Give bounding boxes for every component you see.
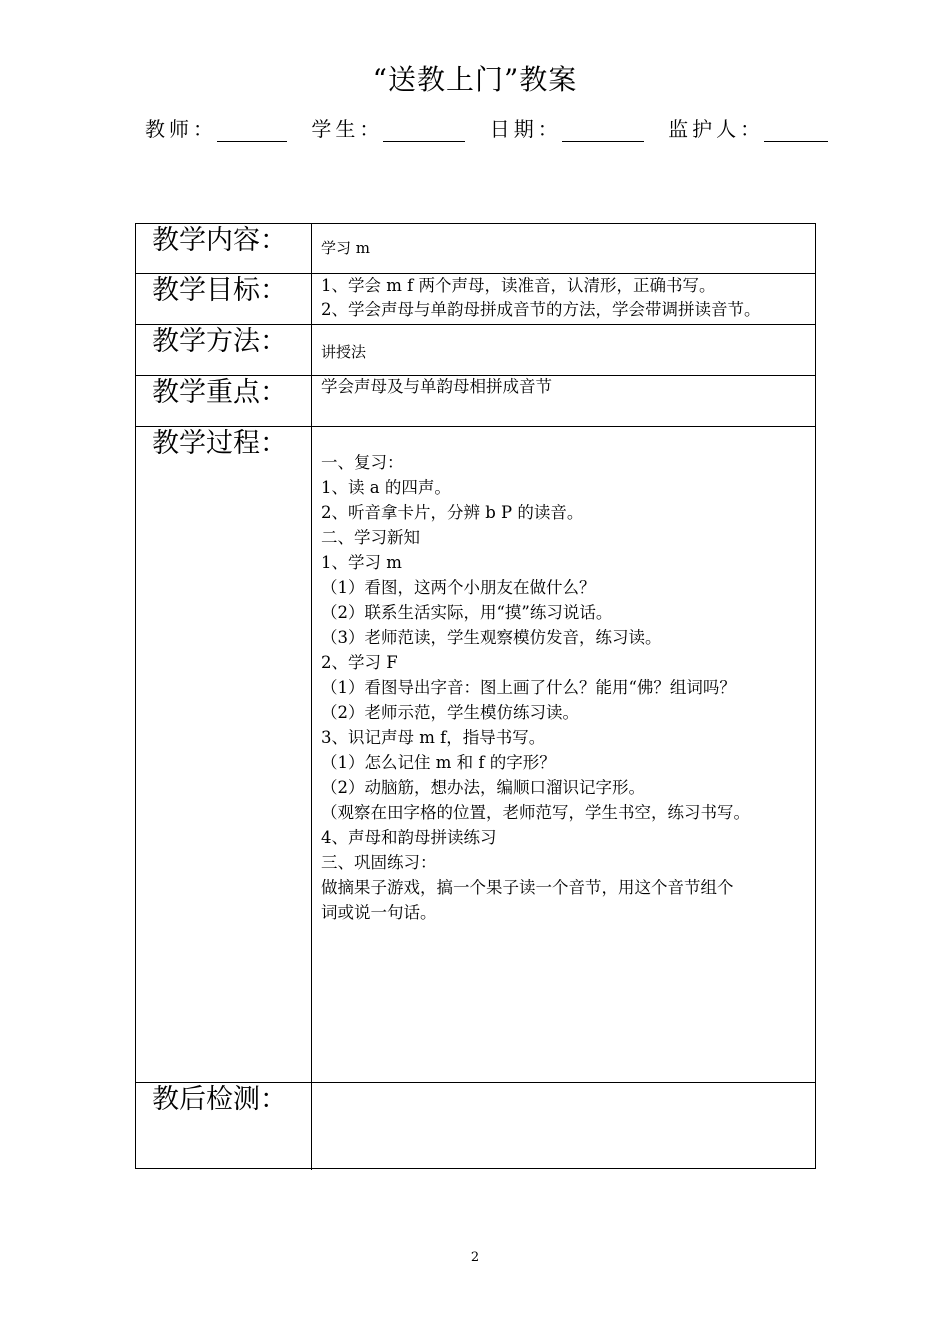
student-label: 学生： [311,117,384,141]
content-label: 教学内容： [152,225,287,256]
teacher-label: 教师： [145,117,217,141]
content-value: 学习 m [321,239,370,257]
date-label: 日期： [489,117,562,141]
process-line: （1）怎么记住 m 和 f 的字形？ [321,753,556,772]
row-content [136,224,815,274]
process-line: 4、声母和韵母拼读练习 [321,828,497,847]
process-line: （2）联系生活实际，用“摸”练习说话。 [321,603,613,622]
process-line: 一、复习： [321,453,404,472]
process-line: 2、听音拿卡片，分辨 b P 的读音。 [321,503,584,522]
row-process [136,427,815,1083]
process-line: （3）老师范读，学生观察模仿发音，练习读。 [321,628,662,647]
lesson-plan-table [135,223,816,1169]
focus-value: 学会声母及与单韵母相拼成音节 [321,377,552,396]
process-line: （2）老师示范，学生模仿练习读。 [321,703,579,722]
teacher-field[interactable] [217,117,287,142]
guardian-field[interactable] [764,117,828,142]
process-line: 二、学习新知 [321,528,420,547]
process-line: （1）看图，这两个小朋友在做什么？ [321,578,596,597]
page-title: “送教上门”教案 [372,63,578,96]
process-line: （2）动脑筋，想办法，编顺口溜识记字形。 [321,778,645,797]
check-label: 教后检测： [152,1084,287,1115]
header-fields [145,113,828,142]
process-label: 教学过程： [152,428,287,459]
method-label: 教学方法： [152,326,287,357]
process-line: 2、学习 F [321,653,398,672]
check-value-cell[interactable] [312,1083,815,1170]
goals-line: 1、学会 m f 两个声母，读准音，认清形，正确书写。 [321,276,716,295]
process-line: （观察在田字格的位置，老师范写，学生书空，练习书写。 [321,803,750,822]
process-line: 词或说一句话。 [321,903,437,922]
row-focus [136,376,815,427]
method-value: 讲授法 [321,343,367,361]
page-number: 2 [470,1250,480,1265]
process-line: 三、巩固练习： [321,853,437,872]
process-line: 1、学习 m [321,553,402,572]
goals-line: 2、学会声母与单韵母拼成音节的方法，学会带调拼读音节。 [321,300,761,319]
row-goals [136,274,815,325]
guardian-label: 监护人： [668,117,765,141]
row-check [136,1083,815,1170]
goals-label: 教学目标： [152,275,287,306]
process-line: 做摘果子游戏，搞一个果子读一个音节，用这个音节组个 [321,878,734,897]
process-line: （1）看图导出字音：图上画了什么？能用“佛？组词吗？ [321,678,736,697]
focus-label: 教学重点： [152,377,287,408]
row-method [136,325,815,376]
student-field[interactable] [383,117,465,142]
process-line: 3、识记声母 m f，指导书写。 [321,728,546,747]
date-field[interactable] [562,117,644,142]
process-line: 1、读 a 的四声。 [321,478,451,497]
